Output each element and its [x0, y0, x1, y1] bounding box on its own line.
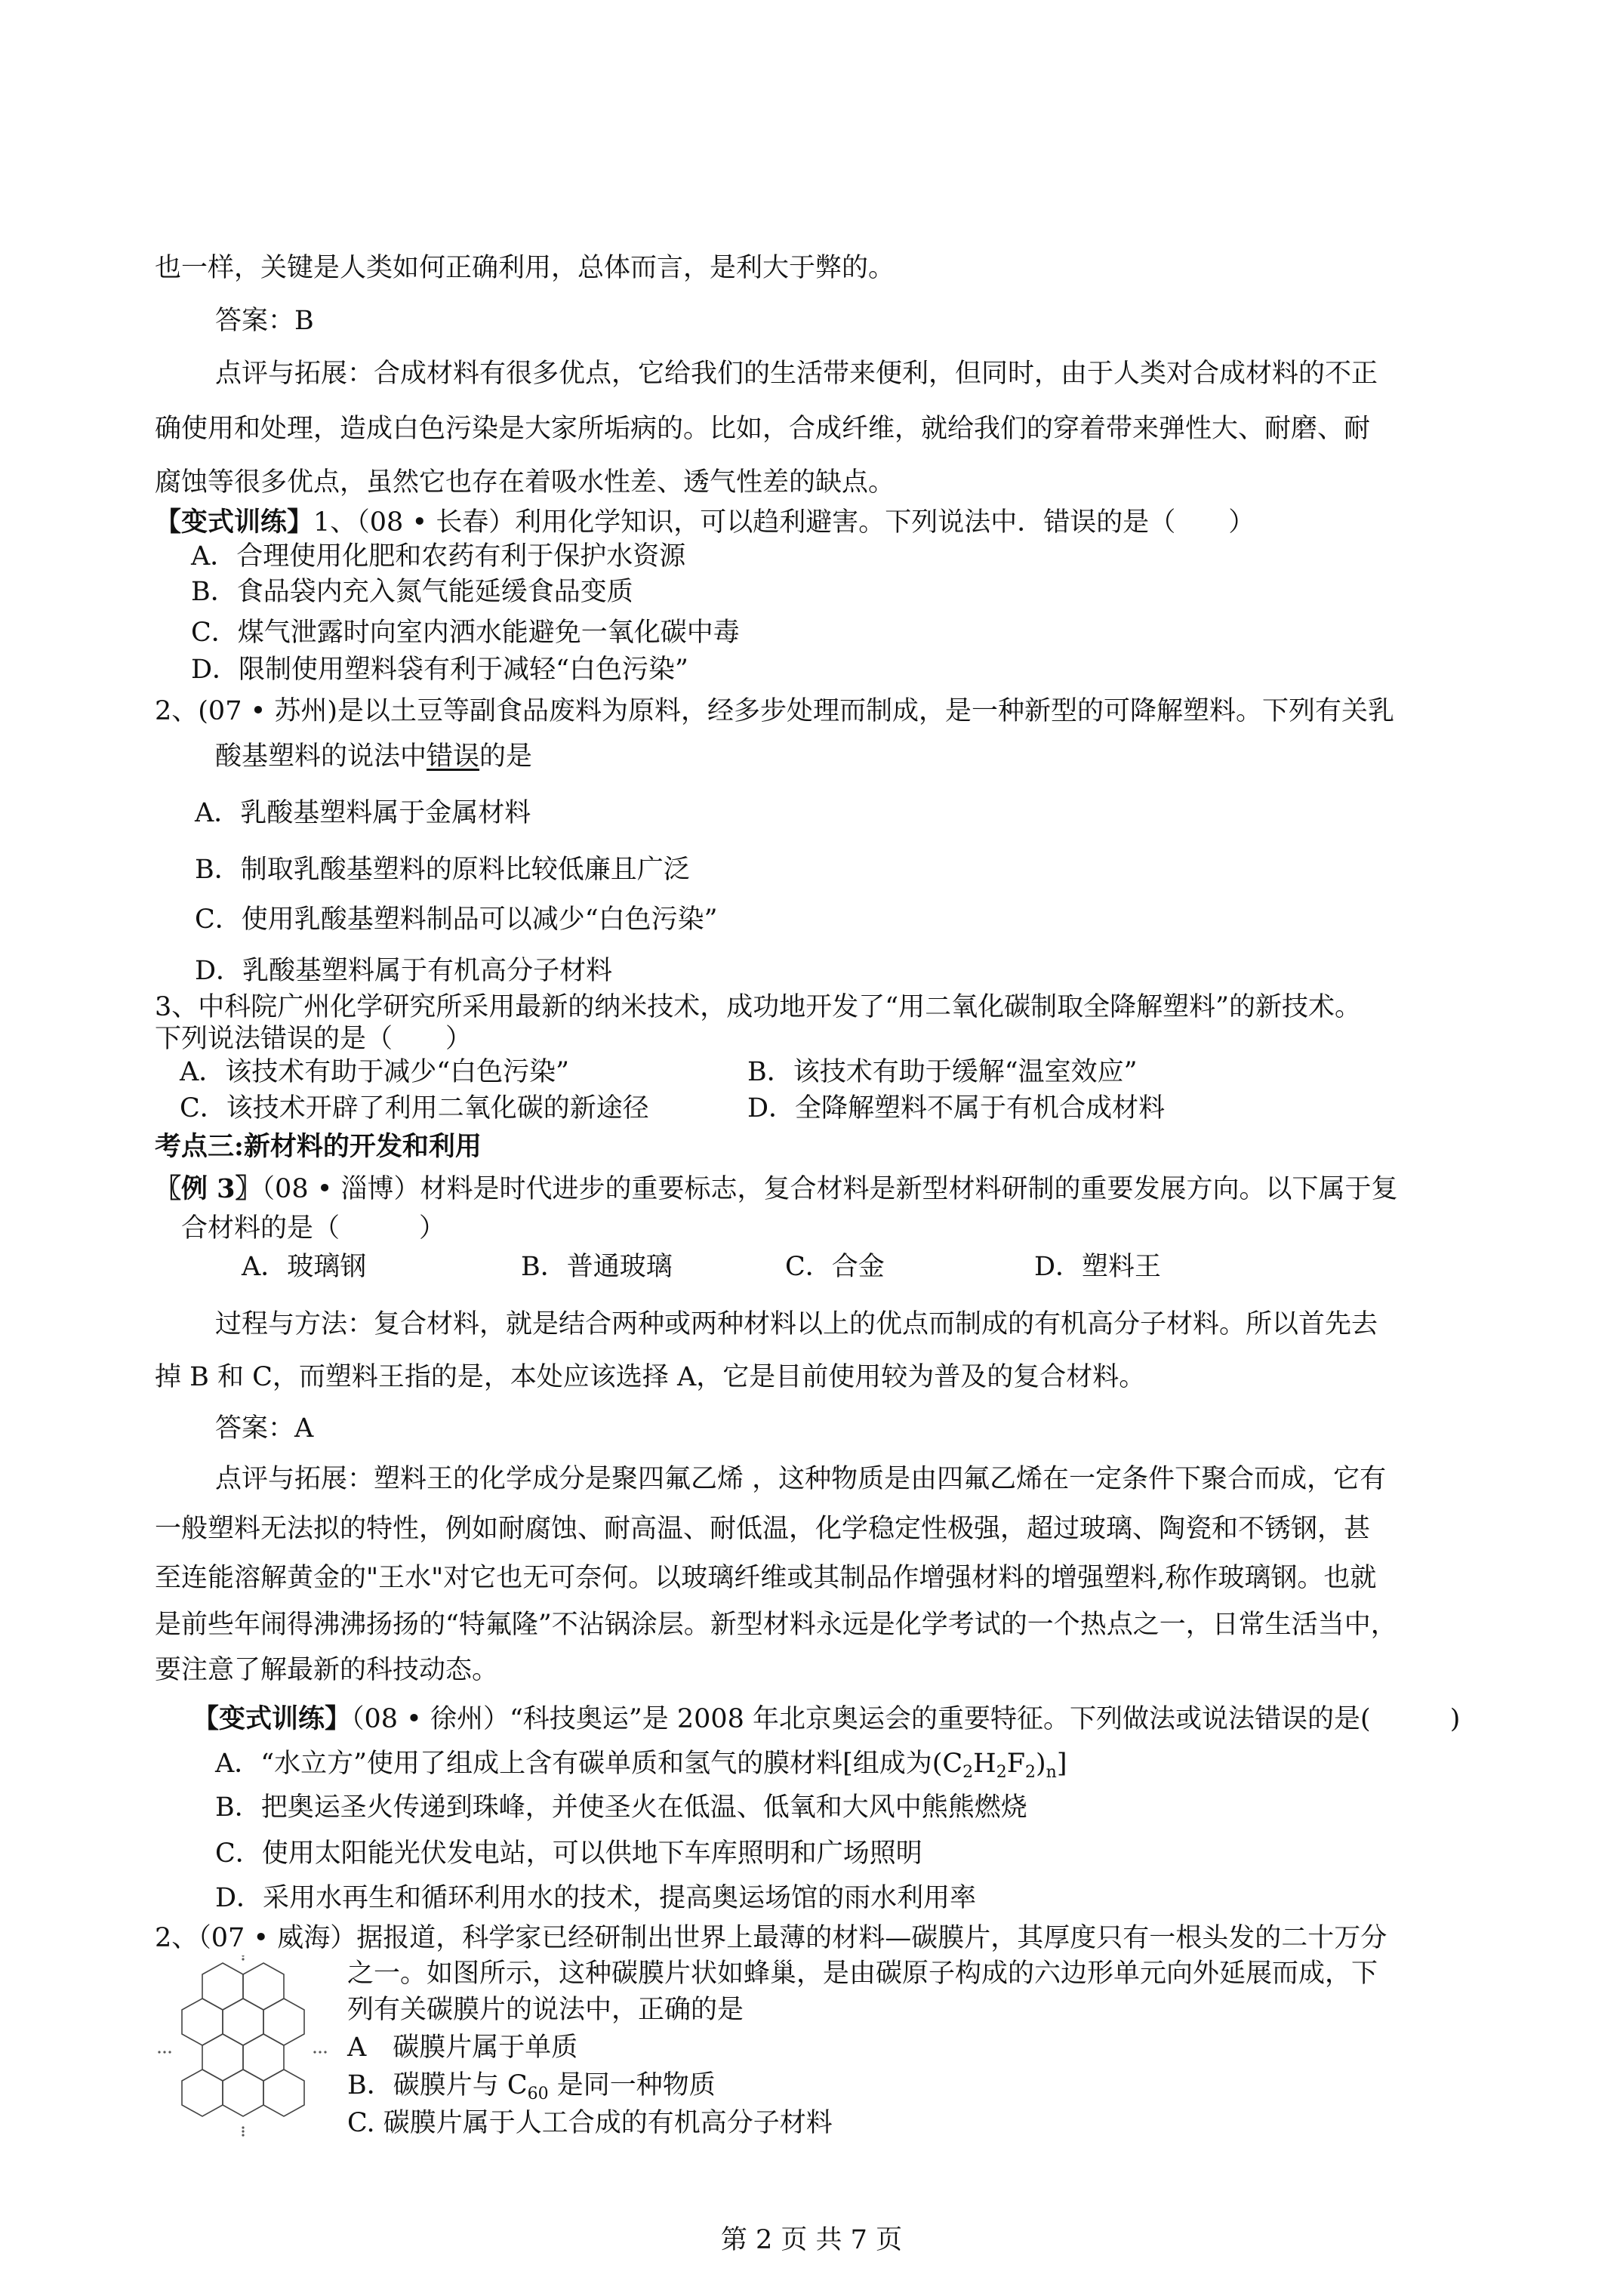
- page-footer: 第 2 页 共 7 页: [720, 2225, 903, 2255]
- option: B．食品袋内充入氮气能延缓食品变质: [191, 577, 633, 607]
- section-heading: 考点三:新材料的开发和利用: [155, 1131, 482, 1162]
- option: C．煤气泄露时向室内洒水能避免一氧化碳中毒: [191, 618, 740, 648]
- hexagon: [223, 1999, 263, 2045]
- paragraph-line: 点评与拓展：合成材料有很多优点，它给我们的生活带来便利，但同时，由于人类对合成材料的不正: [215, 359, 1378, 389]
- paragraph-line: 要注意了解最新的科技动态。: [155, 1655, 499, 1685]
- hexagon: [202, 1963, 243, 2010]
- paragraph-line: 也一样，关键是人类如何正确利用，总体而言，是利大于弊的。: [155, 253, 895, 283]
- option: A．乳酸基塑料属于金属材料: [195, 798, 531, 828]
- option: A．合理使用化肥和农药有利于保护水资源: [191, 541, 686, 572]
- hexagon: [223, 2069, 263, 2116]
- question-line: 之一。如图所示，这种碳膜片状如蜂巢，是由碳原子构成的六边形单元向外延展而成，下: [347, 1959, 1378, 1989]
- answer-line: 答案：A: [215, 1413, 314, 1444]
- paragraph-line: 点评与拓展：塑料王的化学成分是聚四氟乙烯 ，这种物质是由四氟乙烯在一定条件下聚合而成，它有: [215, 1464, 1387, 1494]
- text: B．碳膜片与 C: [347, 2070, 528, 2100]
- option: A．该技术有助于减少“白色污染”: [180, 1057, 570, 1087]
- question-line: [192, 1703, 1460, 1736]
- answer-line: 答案：B: [215, 306, 314, 336]
- question-line: [155, 506, 1255, 539]
- text: ]: [1056, 1749, 1067, 1779]
- text: A．“水立方”使用了组成上含有碳单质和氢气的膜材料[组成为(C: [215, 1749, 963, 1779]
- subscript: 60: [527, 2085, 549, 2103]
- option: D．乳酸基塑料属于有机高分子材料: [195, 956, 613, 986]
- text: 的是: [479, 741, 533, 772]
- text: ): [1035, 1749, 1046, 1779]
- paragraph-line: 一般塑料无法拟的特性，例如耐腐蚀、耐高温、耐低温，化学稳定性极强，超过玻璃、陶瓷和不锈钢，甚: [155, 1514, 1371, 1544]
- underlined-text: 错误: [427, 741, 480, 772]
- option: B．把奥运圣火传递到珠峰，并使圣火在低温、低氧和大风中熊熊燃烧: [215, 1792, 1027, 1823]
- option: [215, 1747, 1067, 1780]
- example-line: [155, 1173, 1397, 1206]
- question-line: [215, 740, 532, 773]
- paragraph-line: 是前些年闹得沸沸扬扬的“特氟隆”不沾锅涂层。新型材料永远是化学考试的一个热点之一，日常生活当中，: [155, 1610, 1397, 1640]
- hexagon: [243, 1963, 284, 2010]
- paragraph-line: 过程与方法：复合材料，就是结合两种或两种材料以上的优点而制成的有机高分子材料。所以首先去: [215, 1309, 1378, 1339]
- hexagon: [243, 2034, 284, 2081]
- hexagon: [182, 1999, 223, 2045]
- subscript: 2: [996, 1763, 1007, 1782]
- option: D．全降解塑料不属于有机合成材料: [747, 1093, 1166, 1123]
- example-tag: 〖例 3〗: [155, 1173, 262, 1204]
- text: 是同一种物质: [548, 2070, 716, 2100]
- option: C．该技术开辟了利用二氧化碳的新途径: [180, 1093, 649, 1123]
- paragraph-line: 掉 B 和 C，而塑料王指的是，本处应该选择 A，它是目前使用较为普及的复合材料。: [155, 1362, 1146, 1392]
- subscript: 2: [962, 1763, 974, 1782]
- ellipsis-dots: [158, 1955, 326, 2137]
- option: C. 碳膜片属于人工合成的有机高分子材料: [347, 2108, 833, 2138]
- paragraph-line: 至连能溶解黄金的"王水"对它也无可奈何。以玻璃纤维或其制品作增强材料的增强塑料,称作玻璃钢。也就: [155, 1563, 1377, 1593]
- subscript: 2: [1024, 1763, 1036, 1782]
- option: D．塑料王: [1034, 1252, 1162, 1282]
- hexagon: [263, 2069, 304, 2116]
- question-line: 3、中科院广州化学研究所采用最新的纳米技术，成功地开发了“用二氧化碳制取全降解塑料”的新技术。: [155, 992, 1362, 1022]
- option: A 碳膜片属于单质: [347, 2032, 578, 2063]
- option: B．制取乳酸基塑料的原料比较低廉且广泛: [195, 855, 690, 885]
- option: B．该技术有助于缓解“温室效应”: [747, 1057, 1138, 1087]
- example-line: 合材料的是（ ）: [181, 1213, 446, 1244]
- hexagon: [263, 1999, 304, 2045]
- option: C．合金: [785, 1252, 885, 1282]
- option: B．普通玻璃: [521, 1252, 673, 1282]
- section-tag: 【变式训练】: [192, 1703, 352, 1734]
- text: H: [973, 1749, 996, 1779]
- question-line: 2、（07 • 威海）据报道，科学家已经研制出世界上最薄的材料—碳膜片，其厚度只有一根头发的二十万分: [155, 1923, 1387, 1953]
- option: D．采用水再生和循环利用水的技术，提高奥运场馆的雨水利用率: [215, 1883, 977, 1913]
- carbon-honeycomb-figure: [155, 1955, 332, 2137]
- hexagon: [182, 2069, 223, 2116]
- question-text: 1、（08 • 长春）利用化学知识，可以趋利避害。下列说法中．错误的是（ ）: [313, 507, 1255, 538]
- question-line: 下列说法错误的是（ ）: [155, 1024, 473, 1054]
- hexagon: [202, 2034, 243, 2081]
- question-line: 列有关碳膜片的说法中，正确的是: [347, 1995, 744, 2025]
- subscript: n: [1046, 1763, 1057, 1782]
- text: 酸基塑料的说法中: [215, 741, 427, 772]
- option: [347, 2069, 716, 2102]
- paragraph-line: 确使用和处理，造成白色污染是大家所垢病的。比如，合成纤维，就给我们的穿着带来弹性大、耐磨、耐: [155, 414, 1371, 444]
- paragraph-line: 腐蚀等很多优点，虽然它也存在着吸水性差、透气性差的缺点。: [155, 467, 895, 498]
- option: C．使用乳酸基塑料制品可以减少“白色污染”: [195, 905, 718, 935]
- question-text: （08 • 徐州）“科技奥运”是 2008 年北京奥运会的重要特征。下列做法或说法错误的是( ): [351, 1704, 1461, 1734]
- text: F: [1006, 1749, 1025, 1779]
- question-line: 2、(07 • 苏州)是以土豆等副食品废料为原料，经多步处理而制成，是一种新型的可降解塑料。下列有关乳: [155, 696, 1395, 726]
- example-text: （08 • 淄博）材料是时代进步的重要标志，复合材料是新型材料研制的重要发展方向。以下属于复: [261, 1174, 1398, 1204]
- option: C．使用太阳能光伏发电站，可以供地下车库照明和广场照明: [215, 1838, 922, 1869]
- option: D．限制使用塑料袋有利于减轻“白色污染”: [191, 655, 688, 685]
- section-tag: 【变式训练】: [155, 507, 314, 538]
- option: A．玻璃钢: [242, 1252, 367, 1282]
